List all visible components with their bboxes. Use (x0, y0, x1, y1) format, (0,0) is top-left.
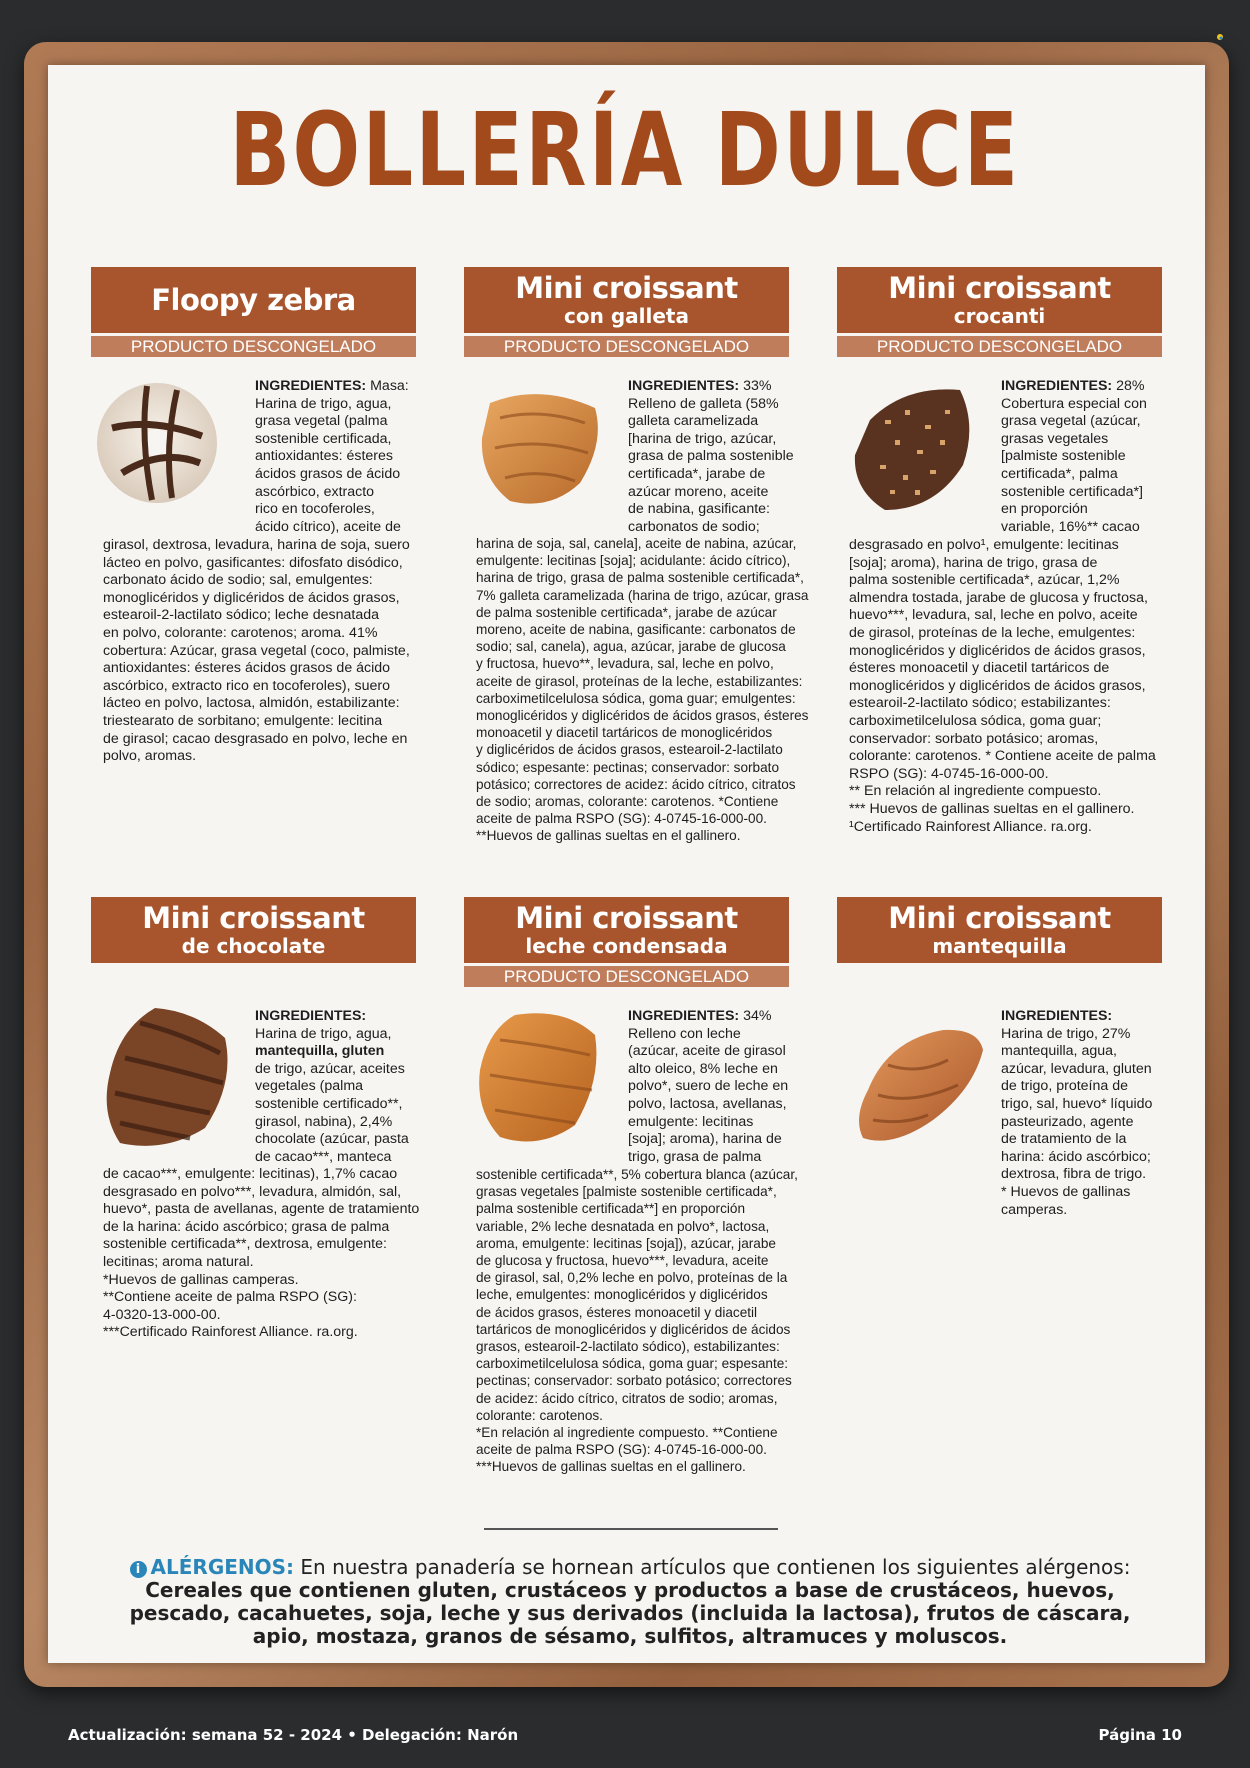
ingredient-line: Relleno de galleta (58% (628, 395, 779, 412)
ingredient-line: conservador: sorbato potásico; aromas, (849, 730, 1099, 747)
ingredient-line: [soja]; aroma), harina de trigo, grasa de (849, 554, 1098, 571)
ingredient-line: certificada*, jarabe de (628, 465, 766, 482)
product-tag: PRODUCTO DESCONGELADO (91, 336, 416, 357)
corner-dot-icon (1216, 33, 1224, 41)
ingredient-line: grasas vegetales (1001, 430, 1109, 447)
croissant-galleta-image (470, 383, 610, 513)
ingredient-line: [palmiste sostenible (1001, 448, 1126, 465)
ingredient-line: antioxidantes: ésteres (255, 448, 394, 465)
ingredient-line: trigo, sal, huevo* líquido (1001, 1095, 1153, 1112)
ingredient-line: colorante: carotenos. * Contiene aceite de palma (849, 748, 1156, 765)
product-name: Floopy zebra (151, 283, 356, 317)
ingredient-line: monoglicéridos y diglicéridos de ácidos grasos, ésteres (476, 708, 809, 724)
ingredient-line: en polvo, colorante: carotenos; aroma. 41% (103, 624, 378, 641)
ingredient-line: chocolate (azúcar, pasta (255, 1131, 409, 1148)
ingredient-line: de cacao***, emulgente: lecitinas), 1,7% cacao (103, 1166, 398, 1182)
ingredient-line: de la harina: ácido ascórbico; grasa de palma (103, 1218, 390, 1235)
ingredient-line: aroma, emulgente: lecitinas [soja]), azúcar, jarabe (476, 1235, 776, 1251)
ingredients-side-block (255, 378, 435, 536)
ingredient-line: carboximetilcelulosa sódica, goma guar; emulgentes: (476, 690, 796, 706)
ingredient-line: harina de soja, sal, canela], aceite de nabina, azúcar, (476, 536, 797, 551)
info-icon: i (130, 1561, 147, 1578)
ingredient-line: sódico; espesante: pectinas; conservador: sorbato (476, 759, 780, 775)
ingredients-full-block (849, 537, 1179, 836)
ingredient-line: desgrasado en polvo***, levadura, almidón, sal, (103, 1183, 402, 1200)
ingredient-line: galleta caramelizada (628, 413, 759, 430)
ingredient-line: de glucosa y fructosa, huevo***, levadura, aceite (476, 1253, 769, 1269)
ingredient-line: camperas. (1001, 1201, 1068, 1218)
ingredient-line: antioxidantes: ésteres ácidos grasos de ácido (103, 660, 391, 677)
product-card-mini-croissant-galleta (464, 267, 789, 357)
ingredient-line: RSPO (SG): 4-0745-16-000-00. (849, 765, 1049, 782)
product-name: Mini croissant (515, 271, 738, 305)
ingredients-full-block (103, 1166, 433, 1342)
ingredient-line: cobertura: Azúcar, grasa vegetal (coco, palmiste, (103, 642, 410, 659)
ingredient-line: 33% (743, 378, 772, 394)
ingredient-line: aceite de palma RSPO (SG): 4-0745-16-000-00. (476, 811, 767, 827)
ingredient-line: grasas vegetales [palmiste sostenible certificada*, (476, 1184, 777, 1200)
ingredient-line: ésteres monoacetil y diacetil tartáricos de (849, 660, 1110, 677)
ingredient-line: sodio; sal, canela), agua, azúcar, jarabe de glucosa (476, 639, 786, 655)
ingredients-label: INGREDIENTES: (628, 1008, 740, 1024)
ingredient-line: de ácidos grasos, ésteres monoacetil y diacetil (476, 1304, 758, 1320)
ingredient-line: sostenible certificado**, (255, 1095, 403, 1112)
product-card-mini-croissant-mantequilla (837, 897, 1162, 963)
ingredients-full-block (103, 537, 433, 766)
ingredient-line: huevo*, pasta de avellanas, agente de tratamiento (103, 1201, 420, 1218)
ingredient-line: monoglicéridos y diglicéridos de ácidos grasos, (849, 642, 1146, 659)
ingredient-line: Harina de trigo, agua, (255, 1025, 392, 1042)
ingredient-line: variable, 16%** cacao (1001, 518, 1140, 535)
ingredient-line: [harina de trigo, azúcar, (628, 430, 777, 447)
ingredient-line: grasa de palma sostenible (628, 448, 794, 465)
product-card-floopy-zebra (91, 267, 416, 357)
allergen-label: ALÉRGENOS: (150, 1555, 295, 1579)
ingredient-line: moreno, aceite de nabina, gasificante: carbonatos de (476, 622, 796, 638)
footer-update-info: Actualización: semana 52 - 2024 • Delegación: Narón (68, 1726, 519, 1744)
ingredient-line: girasol, dextrosa, levadura, harina de soja, suero (103, 537, 410, 553)
ingredient-line: de cacao***, manteca (255, 1148, 392, 1165)
ingredient-line: lácteo en polvo, gasificantes: difosfato disódico, (103, 554, 403, 571)
ingredient-line: almendra tostada, jarabe de glucosa y fructosa, (849, 589, 1148, 606)
ingredient-line: harina: ácido ascórbico; (1001, 1148, 1151, 1165)
ingredient-line: en proporción (1001, 501, 1088, 518)
ingredient-line: *Huevos de gallinas camperas. (103, 1271, 299, 1288)
ingredient-line: de girasol, sal, 0,2% leche en polvo, proteínas de la (476, 1270, 788, 1286)
ingredient-line: Harina de trigo, 27% (1001, 1025, 1131, 1042)
ingredient-line: pectinas; conservador: sorbato potásico; correctores (476, 1373, 792, 1389)
product-subname: crocanti (953, 304, 1046, 328)
product-card-mini-croissant-leche-condensada (464, 897, 789, 987)
ingredient-line: ascórbico, extracto rico en tocoferoles), suero (103, 677, 391, 694)
ingredient-line: sostenible certificada**, dextrosa, emulgente: (103, 1236, 387, 1253)
ingredient-line: estearoil-2-lactilato sódico; estabilizantes: (849, 695, 1111, 712)
product-card-mini-croissant-crocanti (837, 267, 1162, 357)
ingredient-line: mantequilla, agua, (1001, 1043, 1117, 1060)
ingredient-line: (azúcar, aceite de girasol (628, 1043, 786, 1060)
ingredient-line: aceite de girasol, proteínas de la leche, estabilizantes: (476, 673, 803, 689)
ingredient-line: polvo, aromas. (103, 748, 197, 765)
product-name: Mini croissant (515, 901, 738, 935)
product-name-banner (91, 897, 416, 963)
ingredient-line: vegetales (palma (255, 1078, 364, 1095)
ingredients-side-block (255, 1008, 435, 1166)
ingredient-line: triestearato de sorbitano; emulgente: lecitina (103, 712, 383, 729)
ingredient-line: grasos, estearoil-2-lactilato sódico), estabilizantes: (476, 1339, 780, 1355)
croissant-chocolate-image (95, 1003, 240, 1153)
ingredient-line: monoglicéridos y diglicéridos de ácidos grasos, (103, 589, 400, 606)
ingredient-line: Harina de trigo, agua, (255, 395, 392, 412)
ingredient-line: girasol, nabina), 2,4% (255, 1113, 393, 1130)
ingredient-line: polvo*, suero de leche en (628, 1078, 789, 1095)
ingredient-line: de tratamiento de la (1001, 1131, 1127, 1148)
ingredients-full-block (476, 1166, 811, 1476)
ingredient-line: **Contiene aceite de palma RSPO (SG): (103, 1289, 357, 1306)
ingredient-line: ácidos grasos de ácido (255, 465, 401, 482)
ingredients-label: INGREDIENTES: (1001, 378, 1113, 394)
ingredient-line: 34% (743, 1008, 772, 1024)
ingredient-line: carbonato ácido de sodio; sal, emulgentes: (103, 572, 373, 589)
product-card-mini-croissant-chocolate (91, 897, 416, 963)
ingredient-line: grasa vegetal (azúcar, (1001, 413, 1141, 430)
ingredient-line: potásico; correctores de acidez: ácido cítrico, citratos (476, 776, 796, 792)
allergen-list: Cereales que contienen gluten, crustáceos y productos a base de crustáceos, huevos, pescado, cacahuetes, soja, leche y sus derivados (incluida la lactosa), frutos de cáscara, apio, mostaza, granos de sésamo, sulfitos, altramuces y moluscos. (129, 1578, 1131, 1648)
ingredient-line: polvo, lactosa, avellanas, (628, 1095, 787, 1112)
ingredient-line: lácteo en polvo, lactosa, almidón, estabilizante: (103, 695, 400, 712)
ingredient-line: huevo***, levadura, sal, leche en polvo, aceite (849, 607, 1138, 624)
product-name: Mini croissant (888, 271, 1111, 305)
ingredient-line: 4-0320-13-000-00. (103, 1306, 221, 1323)
ingredients-label: INGREDIENTES: (1001, 1008, 1113, 1024)
ingredients-label: INGREDIENTES: (628, 378, 740, 394)
ingredient-line: azúcar moreno, aceite (628, 483, 769, 500)
ingredient-line: carboximetilcelulosa sódica, goma guar; espesante: (476, 1356, 789, 1372)
product-name-banner (837, 267, 1162, 333)
ingredient-line: 28% (1116, 378, 1145, 394)
ingredient-line: monoglicéridos y diglicéridos de ácidos grasos, (849, 677, 1146, 694)
allergen-intro: En nuestra panadería se hornean artículos que contienen los siguientes alérgenos: (300, 1555, 1131, 1579)
ingredients-label: INGREDIENTES: (255, 1008, 367, 1024)
ingredients-side-block (1001, 1008, 1181, 1219)
ingredient-line: dextrosa, fibra de trigo. (1001, 1166, 1147, 1183)
ingredient-line: palma sostenible certificada**] en proporción (476, 1201, 746, 1217)
ingredient-line: de acidez: ácido cítrico, citratos de sodio; aromas, (476, 1390, 778, 1406)
ingredient-line: sostenible certificada**, 5% cobertura blanca (azúcar, (476, 1167, 798, 1182)
ingredient-line: harina de trigo, grasa de palma sostenible certificada*, (476, 570, 804, 586)
ingredient-line: mantequilla, gluten (255, 1043, 385, 1060)
ingredient-line: carboximetilcelulosa sódica, goma guar; (849, 712, 1102, 729)
ingredient-line: variable, 2% leche desnatada en polvo*, lactosa, (476, 1218, 770, 1234)
ingredient-line: ¹Certificado Rainforest Alliance. ra.org. (849, 818, 1092, 835)
ingredient-line: monoacetil y diacetil tartáricos de monoglicéridos (476, 725, 773, 741)
page-title: BOLLERÍA DULCE (229, 91, 1021, 210)
ingredient-line: Cobertura especial con (1001, 395, 1147, 412)
ingredients-side-block (628, 378, 808, 536)
ingredient-line: de trigo, azúcar, aceites (255, 1060, 405, 1077)
product-name: Mini croissant (888, 901, 1111, 935)
ingredient-line: emulgente: lecitinas (628, 1113, 754, 1130)
product-tag: PRODUCTO DESCONGELADO (464, 966, 789, 987)
footer-page-number: Página 10 (1098, 1726, 1182, 1744)
ingredient-line: palma sostenible certificada*, azúcar, 1,2% (849, 572, 1120, 589)
ingredient-line: de nabina, gasificante: (628, 501, 770, 518)
ingredient-line: azúcar, levadura, gluten (1001, 1060, 1152, 1077)
ingredient-line: *** Huevos de gallinas sueltas en el gallinero. (849, 800, 1135, 817)
product-subname: con galleta (564, 304, 689, 328)
ingredient-line: de trigo, proteína de (1001, 1078, 1128, 1095)
product-name-banner (464, 267, 789, 333)
ingredient-line: colorante: carotenos. (476, 1407, 603, 1423)
ingredients-side-block (1001, 378, 1181, 536)
section-divider (484, 1528, 778, 1530)
ingredient-line: sostenible certificada*] (1001, 483, 1143, 500)
ingredient-line: Masa: (370, 378, 409, 394)
product-name-banner (464, 897, 789, 963)
ingredient-line: ** En relación al ingrediente compuesto. (849, 783, 1102, 800)
ingredient-line: ascórbico, extracto (255, 483, 375, 500)
ingredient-line: de girasol; cacao desgrasado en polvo, leche en (103, 730, 408, 747)
product-subname: leche condensada (525, 934, 728, 958)
ingredients-label: INGREDIENTES: (255, 378, 367, 394)
product-subname: de chocolate (181, 934, 326, 958)
ingredient-line: y fructosa, huevo**, levadura, sal, leche en polvo, (476, 656, 774, 672)
ingredient-line: leche, emulgentes: monoglicéridos y diglicéridos (476, 1287, 768, 1303)
allergen-notice (100, 1556, 1160, 1648)
product-name-banner (91, 267, 416, 333)
ingredient-line: rico en tocoferoles, (255, 501, 375, 518)
ingredient-line: tartáricos de monoglicéridos y diglicéridos de ácidos (476, 1321, 791, 1337)
ingredient-line: y diglicéridos de ácidos grasos, estearoil-2-lactilato (476, 742, 783, 758)
product-tag: PRODUCTO DESCONGELADO (837, 336, 1162, 357)
croissant-mantequilla-image (848, 1020, 988, 1150)
ingredient-line: Relleno con leche (628, 1025, 741, 1042)
ingredient-line: de palma sostenible certificada*, jarabe de azúcar (476, 604, 777, 620)
ingredient-line: de girasol, proteínas de la leche, emulgentes: (849, 624, 1136, 641)
ingredient-line: estearoil-2-lactilato sódico; leche desnatada (103, 607, 380, 624)
croissant-crocanti-image (845, 380, 980, 520)
product-tag: PRODUCTO DESCONGELADO (464, 336, 789, 357)
ingredient-line: 7% galleta caramelizada (harina de trigo, azúcar, grasa (476, 587, 809, 603)
ingredient-line: [soja]; aroma), harina de (628, 1131, 782, 1148)
ingredient-line: desgrasado en polvo¹, emulgente: lecitinas (849, 537, 1119, 553)
ingredient-line: alto oleico, 8% leche en (628, 1060, 778, 1077)
ingredient-line: grasa vegetal (palma (255, 413, 388, 430)
ingredient-line: certificada*, palma (1001, 465, 1118, 482)
croissant-leche-condensada-image (470, 1005, 605, 1150)
floopy-zebra-image (92, 378, 222, 508)
ingredients-full-block (476, 535, 811, 845)
ingredient-line: pasteurizado, agente (1001, 1113, 1134, 1130)
ingredient-line: carbonatos de sodio; (628, 518, 760, 535)
ingredient-line: ***Certificado Rainforest Alliance. ra.org. (103, 1324, 358, 1341)
ingredient-line: **Huevos de gallinas sueltas en el gallinero. (476, 828, 741, 844)
ingredients-side-block (628, 1008, 808, 1166)
ingredient-line: emulgente: lecitinas [soja]; acidulante: ácido cítrico), (476, 553, 791, 569)
ingredient-line: de sodio; aromas, colorante: carotenos. *Contiene (476, 794, 779, 810)
ingredient-line: ***Huevos de gallinas sueltas en el gallinero. (476, 1459, 746, 1475)
ingredient-line: * Huevos de gallinas (1001, 1183, 1131, 1200)
ingredient-line: trigo, grasa de palma (628, 1148, 762, 1165)
ingredient-line: lecitinas; aroma natural. (103, 1253, 254, 1270)
ingredient-line: sostenible certificada, (255, 430, 392, 447)
ingredient-line: ácido cítrico), aceite de (255, 518, 401, 535)
product-subname: mantequilla (932, 934, 1067, 958)
product-name-banner (837, 897, 1162, 963)
ingredient-line: aceite de palma RSPO (SG): 4-0745-16-000-00. (476, 1442, 767, 1458)
product-name: Mini croissant (142, 901, 365, 935)
ingredient-line: *En relación al ingrediente compuesto. **Contiene (476, 1425, 778, 1441)
